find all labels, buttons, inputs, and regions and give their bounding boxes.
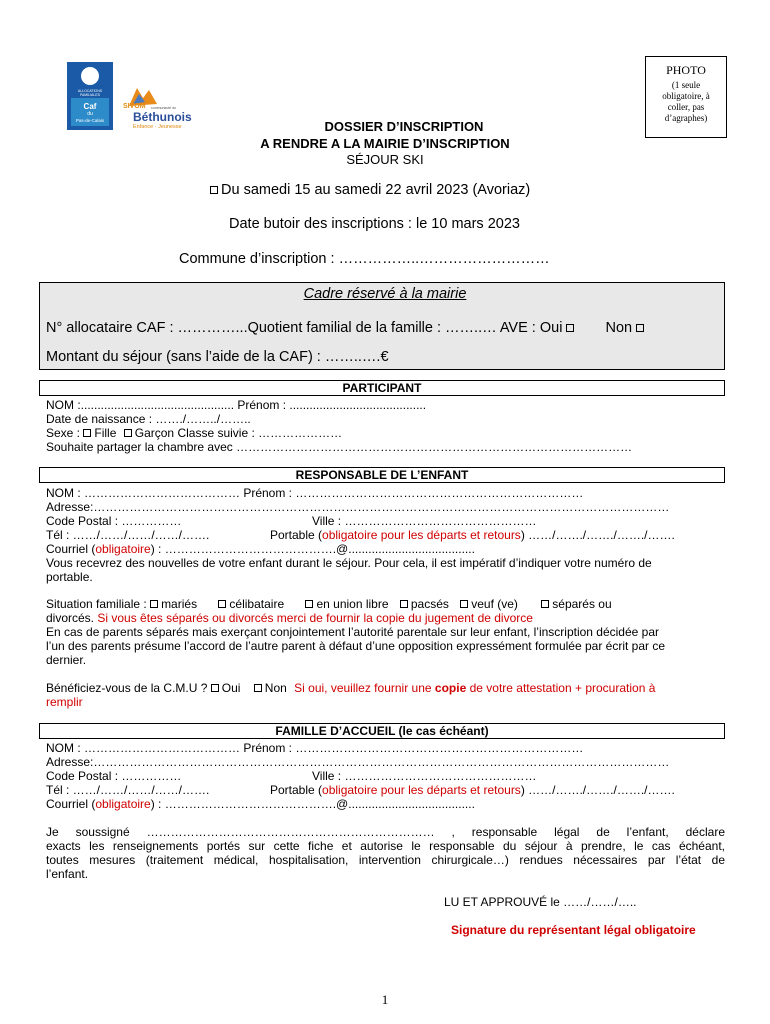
title-sejour: SÉJOUR SKI xyxy=(346,152,424,167)
sivom-name: SIVOM xyxy=(123,103,146,110)
responsable-cp: Code Postal : …………… xyxy=(46,514,182,528)
dates-text: Du samedi 15 au samedi 22 avril 2023 (Avoriaz) xyxy=(221,182,531,198)
sivom-region: Béthunois xyxy=(133,110,192,124)
info-line1: Vous recevrez des nouvelles de votre enfant durant le séjour. Pour cela, il est impératif d’indiquer votre numéro de xyxy=(46,556,652,570)
famille-portable-required: obligatoire pour les départs et retours xyxy=(322,783,521,797)
courriel-prefix: Courriel ( xyxy=(46,542,96,556)
cmu-copie: copie xyxy=(434,681,467,695)
caf-logo-name: Caf xyxy=(83,102,97,111)
pacses-label: pacsés xyxy=(410,597,449,611)
responsable-header xyxy=(39,467,725,483)
classe-text: Classe suivie : ………………… xyxy=(177,426,343,440)
famille-title: FAMILLE D’ACCUEIL (le cas échéant) xyxy=(275,724,489,738)
celibataire-label: célibataire xyxy=(229,597,285,611)
photo-line1: (1 seule xyxy=(671,80,701,90)
maries-checkbox[interactable] xyxy=(150,600,158,608)
sexe-label: Sexe : xyxy=(46,426,81,440)
famille-header xyxy=(39,723,725,739)
courriel-suffix: ) : …………………………………….@...................................... xyxy=(150,542,475,556)
dates-line xyxy=(210,182,530,198)
famille-portable-suffix: ) ……/……./……./……./……. xyxy=(520,783,675,797)
participant-title: PARTICIPANT xyxy=(342,381,422,395)
mairie-caf-line xyxy=(46,320,647,336)
caf-logo-du: du xyxy=(87,111,93,117)
participant-header xyxy=(39,380,725,396)
famille-courriel-suffix: ) : …………………………………….@...................................... xyxy=(150,797,475,811)
declaration-line1: Je soussigné ……………………………………………………………… , responsable légal de l’enfant, déclare xyxy=(46,825,725,839)
famille-courriel-required: obligatoire xyxy=(95,797,151,811)
separes-checkbox[interactable] xyxy=(541,600,549,608)
responsable-portable xyxy=(270,528,675,542)
mairie-montant: Montant du séjour (sans l’aide de la CAF) : ……..….€ xyxy=(46,349,389,365)
famille-cp: Code Postal : …………… xyxy=(46,769,182,783)
responsable-tel: Tél : ……/……/……/……/……. xyxy=(46,528,210,542)
divorces-line xyxy=(46,611,533,625)
ave-oui-checkbox[interactable] xyxy=(566,324,574,332)
portable-required: obligatoire pour les départs et retours xyxy=(322,528,521,542)
cmu-note2: de votre attestation + procuration à xyxy=(469,681,656,695)
title-rendre: A RENDRE A LA MAIRIE D’INSCRIPTION xyxy=(260,136,510,151)
cmu-line xyxy=(46,681,655,695)
pacses-checkbox[interactable] xyxy=(400,600,408,608)
caf-logo-label: ALLOCATIONS FAMILIALES xyxy=(77,89,103,97)
divorces-label: divorcés. xyxy=(46,611,95,625)
garcon-checkbox[interactable] xyxy=(124,429,132,437)
portable-prefix: Portable ( xyxy=(270,528,323,542)
declaration-line4: l’enfant. xyxy=(46,867,89,881)
deadline-line: Date butoir des inscriptions : le 10 mars 2023 xyxy=(229,216,520,232)
cmu-oui-checkbox[interactable] xyxy=(211,684,219,692)
separes-text3: dernier. xyxy=(46,653,87,667)
separes-text1: En cas de parents séparés mais exerçant conjointement l’autorité parentale sur leur enfant, l’inscription décidée par xyxy=(46,625,660,639)
responsable-courriel xyxy=(46,542,475,556)
cmu-oui-label: Oui xyxy=(221,681,241,695)
sivom-tag: Enfance · Jeunesse xyxy=(133,124,182,130)
title-dossier: DOSSIER D’INSCRIPTION xyxy=(324,119,484,134)
participant-chambre: Souhaite partager la chambre avec ……………………………………………………………………………………… xyxy=(46,440,633,454)
cmu-note3: remplir xyxy=(46,695,83,709)
mairie-caf-text: N° allocataire CAF : …………...Quotient familial de la famille : ……..… AVE : Oui xyxy=(46,320,563,336)
fille-label: Fille xyxy=(94,426,117,440)
fille-checkbox[interactable] xyxy=(83,429,91,437)
union-checkbox[interactable] xyxy=(305,600,313,608)
portable-suffix: ) ……/……./……./……./……. xyxy=(520,528,675,542)
page-number: 1 xyxy=(381,992,389,1007)
lu-approuve: LU ET APPROUVÉ le ……/……/….. xyxy=(444,895,637,909)
responsable-ville: Ville : ………………………………………… xyxy=(312,514,537,528)
famille-courriel xyxy=(46,797,475,811)
declaration-line2: exacts les renseignements portés sur cette fiche et autorise le responsable du séjour à prendre, le cas échéant, xyxy=(46,839,725,853)
divorces-note: Si vous êtes séparés ou divorcés merci de fournir la copie du jugement de divorce xyxy=(97,611,533,625)
cmu-note1: Si oui, veuillez fournir une xyxy=(294,681,432,695)
veuf-checkbox[interactable] xyxy=(460,600,468,608)
famille-portable-prefix: Portable ( xyxy=(270,783,323,797)
famille-adresse: Adresse:……………………………………………………………………………………………………………………………… xyxy=(46,755,670,769)
signature-label: Signature du représentant légal obligatoire xyxy=(451,923,696,937)
photo-line3: coller, pas xyxy=(667,102,705,112)
participant-naissance: Date de naissance : ……./……../…….. xyxy=(46,412,251,426)
maries-label: mariés xyxy=(161,597,198,611)
veuf-label: veuf (ve) xyxy=(471,597,518,611)
mairie-title: Cadre réservé à la mairie xyxy=(303,286,467,302)
declaration-line3: toutes mesures (traitement médical, hospitalisation, intervention chirurgicale…) rendues nécessaires par l’état de xyxy=(46,853,725,867)
participant-nom: NOM :.............................................. Prénom : ......................................... xyxy=(46,398,427,412)
info-line2: portable. xyxy=(46,570,93,584)
responsable-adresse: Adresse:……………………………………………………………………………………………………………………………… xyxy=(46,500,670,514)
photo-title: PHOTO xyxy=(666,63,706,77)
famille-courriel-prefix: Courriel ( xyxy=(46,797,96,811)
famille-tel: Tél : ……/……/……/……/……. xyxy=(46,783,210,797)
separes-label: séparés ou xyxy=(552,597,612,611)
cmu-non-label: Non xyxy=(264,681,287,695)
photo-line4: d’agraphes) xyxy=(664,113,708,123)
ave-non-label: Non xyxy=(605,320,633,336)
union-label: en union libre xyxy=(316,597,389,611)
responsable-nom: NOM : ………………………………… Prénom : ……………………………………………………………… xyxy=(46,486,584,500)
courriel-required: obligatoire xyxy=(95,542,151,556)
commune-line: Commune d’inscription : ……………..……………………… xyxy=(179,251,550,267)
garcon-label: Garçon xyxy=(134,426,175,440)
situation-line xyxy=(46,597,612,611)
cmu-non-checkbox[interactable] xyxy=(254,684,262,692)
photo-line2: obligatoire, à xyxy=(662,91,710,101)
cmu-question: Bénéficiez-vous de la C.M.U ? xyxy=(46,681,208,695)
famille-nom: NOM : ………………………………… Prénom : ……………………………………………………………… xyxy=(46,741,584,755)
participant-sexe xyxy=(46,426,342,440)
famille-ville: Ville : ………………………………………… xyxy=(312,769,537,783)
caf-logo-region: Pas-de-Calais xyxy=(75,118,105,123)
dates-checkbox[interactable] xyxy=(210,186,218,194)
situation-label: Situation familiale : xyxy=(46,597,147,611)
sivom-sub: communauté du xyxy=(151,106,177,110)
famille-portable xyxy=(270,783,675,797)
separes-text2: l’un des parents présume l’accord de l’autre parent à défaut d’une opposition expressément formulée par écrit par ce xyxy=(46,639,666,653)
responsable-title: RESPONSABLE DE L’ENFANT xyxy=(295,468,469,482)
celibataire-checkbox[interactable] xyxy=(218,600,226,608)
ave-non-checkbox[interactable] xyxy=(636,324,644,332)
